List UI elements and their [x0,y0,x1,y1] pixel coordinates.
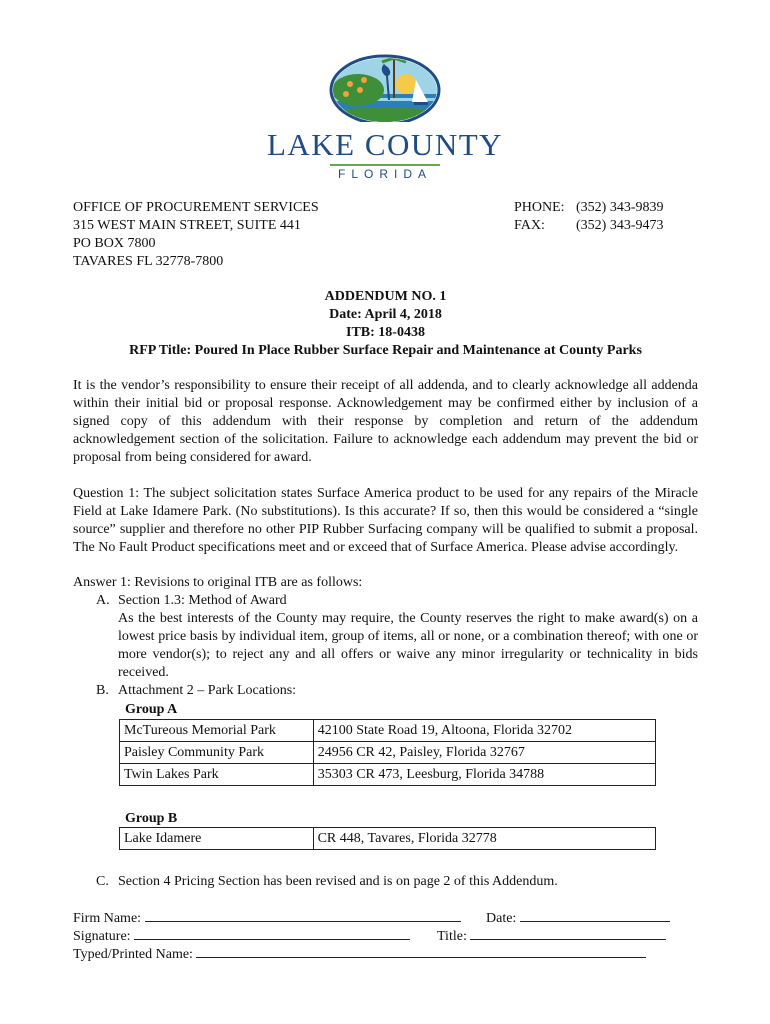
park-address-cell: 24956 CR 42, Paisley, Florida 32767 [313,742,655,764]
table-row [120,828,656,850]
phone-label: PHONE: [514,200,565,215]
item-c-text: Section 4 Pricing Section has been revised and is on page 2 of this Addendum. [118,874,558,889]
table-row [120,720,656,742]
lake-county-logo [250,50,520,185]
question-1: Question 1: The subject solicitation states Surface America product to be used for any repairs of the Miracle Field at Lake Idamere Park. (No substitutions). Is this accurate? If so, then this would be considered a “single source” supplier and therefore no other PIP Rubber Surfacing company will be qualified to submit a proposal. The No Fault Product specifications meet and or exceed that of Surface America. Please advise accordingly. [73,486,698,555]
typed-name-field[interactable] [196,944,646,958]
fax-row [514,217,664,235]
logo-state-name: FLORIDA [337,167,432,181]
office-line: TAVARES FL 32778-7800 [73,254,224,269]
group-a-label: Group A [125,702,178,717]
office-line: PO BOX 7800 [73,236,156,251]
itb-number: ITB: 18-0438 [346,325,425,340]
addendum-date: Date: April 4, 2018 [329,307,442,322]
firm-name-row [73,908,461,928]
rfp-title: RFP Title: Poured In Place Rubber Surface Repair and Maintenance at County Parks [129,343,642,358]
fax-number: (352) 343-9473 [576,218,664,233]
park-name-cell: McTureous Memorial Park [120,720,314,742]
park-name-cell: Twin Lakes Park [120,764,314,786]
logo-divider [330,164,440,166]
phone-number: (352) 343-9839 [576,200,664,215]
firm-name-label: Firm Name: [73,911,142,926]
group-a-table [119,719,656,786]
phone-row [514,199,664,217]
item-c-marker: C. [96,874,109,889]
signature-label: Signature: [73,929,131,944]
title-label: Title: [437,929,467,944]
table-row [120,764,656,786]
park-address-cell: 42100 State Road 19, Altoona, Florida 32702 [313,720,655,742]
fax-label: FAX: [514,218,545,233]
title-row [437,926,666,946]
title-field[interactable] [470,926,666,940]
office-line: OFFICE OF PROCUREMENT SERVICES [73,200,319,215]
addendum-number: ADDENDUM NO. 1 [324,289,447,304]
signature-field[interactable] [134,926,410,940]
office-contact [514,199,664,235]
office-line: 315 WEST MAIN STREET, SUITE 441 [73,218,301,233]
table-row [120,742,656,764]
intro-paragraph: It is the vendor’s responsibility to ensure their receipt of all addenda, and to clearly acknowledge all addenda within their initial bid or proposal response. Acknowledgement may be confirmed either by inclusion of a signed copy of this addendum with their response by completion and return of the addendum acknowledgement section of the solicitation. Failure to acknowledge each addendum may prevent the bid or proposal from being considered for award. [73,378,698,465]
typed-name-row [73,944,646,964]
county-seal-icon [328,50,442,122]
group-b-table [119,827,656,850]
park-address-cell: CR 448, Tavares, Florida 32778 [313,828,655,850]
logo-county-name: LAKE COUNTY [266,127,504,162]
date-label: Date: [486,911,517,926]
item-a-title: Section 1.3: Method of Award [118,593,287,608]
item-b-marker: B. [96,683,109,698]
date-row [486,908,670,928]
firm-name-field[interactable] [145,908,461,922]
date-field[interactable] [520,908,670,922]
park-name-cell: Lake Idamere [120,828,314,850]
item-a-body: As the best interests of the County may require, the County reserves the right to make award(s) on a lowest price basis by individual item, group of items, all or none, or a combination thereof; with one or more vendor(s); to reject any and all offers or waive any minor irregularity or technicality in bids received. [118,611,698,680]
item-b-title: Attachment 2 – Park Locations: [118,683,297,698]
park-address-cell: 35303 CR 473, Leesburg, Florida 34788 [313,764,655,786]
item-a-marker: A. [96,593,110,608]
signature-row [73,926,410,946]
office-address [73,199,319,271]
answer-1: Answer 1: Revisions to original ITB are as follows: [73,575,363,590]
park-name-cell: Paisley Community Park [120,742,314,764]
typed-name-label: Typed/Printed Name: [73,947,193,962]
group-b-label: Group B [125,811,178,826]
